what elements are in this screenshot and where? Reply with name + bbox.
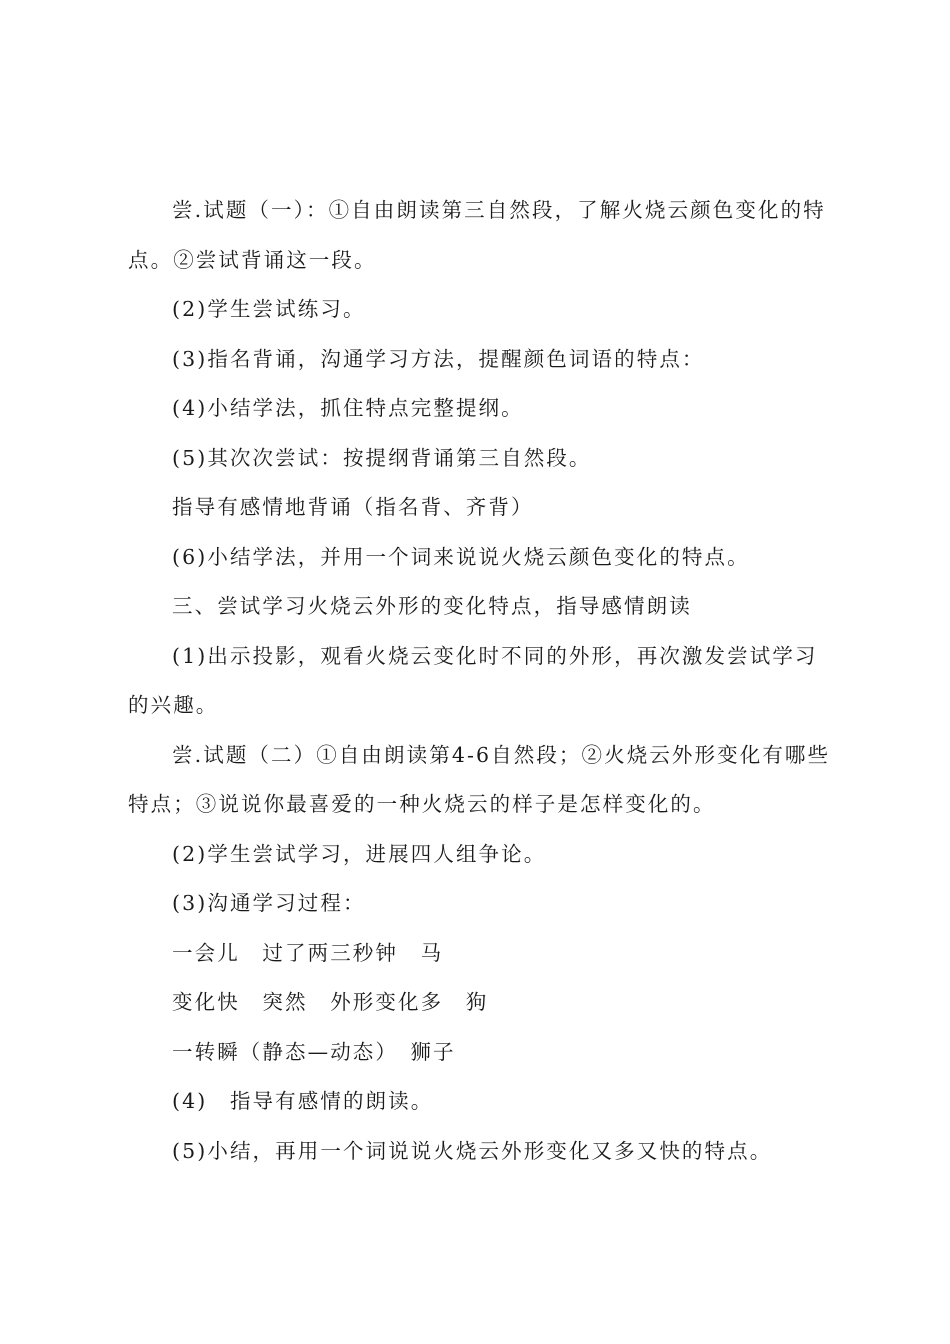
paragraph-step-1-projection: (1)出示投影，观看火烧云变化时不同的外形，再次激发尝试学习的兴趣。 — [128, 643, 818, 717]
paragraph-trial-question-two: 尝.试题（二）①自由朗读第4-6自然段；②火烧云外形变化有哪些特点；③说说你最喜爱的一种火烧云的样子是怎样变化的。 — [128, 742, 831, 816]
paragraph-step-3: (3)指名背诵，沟通学习方法，提醒颜色词语的特点： — [172, 346, 705, 371]
section-heading-three: 三、尝试学习火烧云外形的变化特点，指导感情朗读 — [172, 594, 692, 618]
paragraph-step-2: (2)学生尝试练习。 — [172, 297, 366, 321]
paragraph-words-row-3: 一转瞬（静态—动态） 狮子 — [172, 1039, 456, 1064]
paragraph-words-row-2: 变化快 突然 外形变化多 狗 — [172, 990, 489, 1014]
paragraph-trial-question-one: 尝.试题（一）：①自由朗读第三自然段，了解火烧云颜色变化的特点。②尝试背诵这一段。 — [128, 198, 826, 272]
paragraph-step-5-summary: (5)小结，再用一个词说说火烧云外形变化又多又快的特点。 — [172, 1138, 773, 1163]
paragraph-step-4-reading: (4) 指导有感情的朗读。 — [172, 1089, 434, 1113]
paragraph-guided-recitation: 指导有感情地背诵（指名背、齐背） — [172, 495, 534, 519]
paragraph-step-2-group: (2)学生尝试学习，进展四人组争论。 — [172, 841, 547, 866]
paragraph-step-5: (5)其次次尝试：按提纲背诵第三自然段。 — [172, 445, 592, 470]
paragraph-words-row-1: 一会儿 过了两三秒钟 马 — [172, 940, 444, 965]
document-body — [128, 186, 833, 1176]
paragraph-step-4: (4)小结学法，抓住特点完整提纲。 — [172, 396, 524, 420]
paragraph-step-6: (6)小结学法，并用一个词来说说火烧云颜色变化的特点。 — [172, 544, 750, 569]
paragraph-step-3-process: (3)沟通学习过程： — [172, 891, 366, 915]
